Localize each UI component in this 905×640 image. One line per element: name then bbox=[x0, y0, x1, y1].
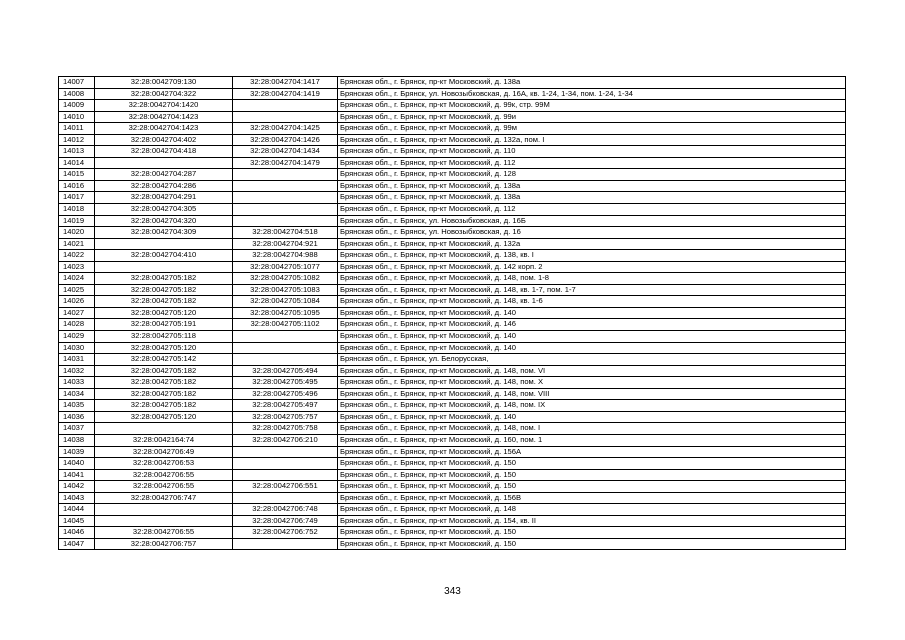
address-cell: Брянская обл., г. Брянск, пр-кт Московский, д. 148, пом. X bbox=[338, 377, 846, 389]
land-cadastral-cell: 32:28:0042704:1423 bbox=[95, 123, 233, 135]
address-cell: Брянская обл., г. Брянск, пр-кт Московский, д. 140 bbox=[338, 411, 846, 423]
row-number-cell: 14046 bbox=[59, 527, 95, 539]
row-number-cell: 14043 bbox=[59, 492, 95, 504]
land-cadastral-cell: 32:28:0042704:402 bbox=[95, 134, 233, 146]
land-cadastral-cell: 32:28:0042709:130 bbox=[95, 77, 233, 89]
table-row bbox=[59, 296, 846, 308]
building-cadastral-cell: 32:28:0042704:1417 bbox=[233, 77, 338, 89]
row-number-cell: 14024 bbox=[59, 273, 95, 285]
building-cadastral-cell: 32:28:0042704:1425 bbox=[233, 123, 338, 135]
row-number-cell: 14031 bbox=[59, 354, 95, 366]
land-cadastral-cell: 32:28:0042704:305 bbox=[95, 204, 233, 216]
land-cadastral-cell bbox=[95, 423, 233, 435]
building-cadastral-cell: 32:28:0042706:551 bbox=[233, 481, 338, 493]
address-cell: Брянская обл., г. Брянск, пр-кт Московский, д. 150 bbox=[338, 481, 846, 493]
row-number-cell: 14028 bbox=[59, 319, 95, 331]
row-number-cell: 14029 bbox=[59, 331, 95, 343]
land-cadastral-cell: 32:28:0042704:410 bbox=[95, 250, 233, 262]
table-row bbox=[59, 446, 846, 458]
table-row bbox=[59, 492, 846, 504]
row-number-cell: 14039 bbox=[59, 446, 95, 458]
land-cadastral-cell bbox=[95, 261, 233, 273]
land-cadastral-cell: 32:28:0042705:182 bbox=[95, 284, 233, 296]
row-number-cell: 14025 bbox=[59, 284, 95, 296]
land-cadastral-cell: 32:28:0042706:747 bbox=[95, 492, 233, 504]
row-number-cell: 14036 bbox=[59, 411, 95, 423]
building-cadastral-cell bbox=[233, 100, 338, 112]
land-cadastral-cell: 32:28:0042705:120 bbox=[95, 307, 233, 319]
land-cadastral-cell: 32:28:0042705:142 bbox=[95, 354, 233, 366]
table-row bbox=[59, 458, 846, 470]
row-number-cell: 14018 bbox=[59, 204, 95, 216]
table-row bbox=[59, 215, 846, 227]
table-row bbox=[59, 400, 846, 412]
table-row bbox=[59, 331, 846, 343]
table-row bbox=[59, 250, 846, 262]
address-cell: Брянская обл., г. Брянск, пр-кт Московский, д. 138, кв. I bbox=[338, 250, 846, 262]
address-cell: Брянская обл., г. Брянск, ул. Новозыбковская, д. 16Б bbox=[338, 215, 846, 227]
building-cadastral-cell bbox=[233, 180, 338, 192]
table-row bbox=[59, 411, 846, 423]
row-number-cell: 14014 bbox=[59, 157, 95, 169]
land-cadastral-cell: 32:28:0042705:182 bbox=[95, 273, 233, 285]
table-row bbox=[59, 88, 846, 100]
address-cell: Брянская обл., г. Брянск, пр-кт Московский, д. 148, пом. VIII bbox=[338, 388, 846, 400]
building-cadastral-cell: 32:28:0042705:496 bbox=[233, 388, 338, 400]
table-row bbox=[59, 284, 846, 296]
address-cell: Брянская обл., г. Брянск, пр-кт Московский, д. 154, кв. II bbox=[338, 515, 846, 527]
table-row bbox=[59, 527, 846, 539]
land-cadastral-cell: 32:28:0042164:74 bbox=[95, 434, 233, 446]
building-cadastral-cell: 32:28:0042706:752 bbox=[233, 527, 338, 539]
address-cell: Брянская обл., г. Брянск, пр-кт Московский, д. 150 bbox=[338, 527, 846, 539]
row-number-cell: 14009 bbox=[59, 100, 95, 112]
address-cell: Брянская обл., г. Брянск, ул. Белорусская, bbox=[338, 354, 846, 366]
land-cadastral-cell: 32:28:0042705:182 bbox=[95, 296, 233, 308]
address-cell: Брянская обл., г. Брянск, ул. Новозыбковская, д. 16 bbox=[338, 227, 846, 239]
land-cadastral-cell: 32:28:0042705:120 bbox=[95, 342, 233, 354]
table-row bbox=[59, 538, 846, 550]
table-body bbox=[59, 77, 846, 550]
building-cadastral-cell bbox=[233, 354, 338, 366]
address-cell: Брянская обл., г. Брянск, пр-кт Московский, д. 148, пом. VI bbox=[338, 365, 846, 377]
land-cadastral-cell: 32:28:0042705:191 bbox=[95, 319, 233, 331]
address-cell: Брянская обл., г. Брянск, пр-кт Московский, д. 142 корп. 2 bbox=[338, 261, 846, 273]
table-row bbox=[59, 365, 846, 377]
table-row bbox=[59, 354, 846, 366]
land-cadastral-cell: 32:28:0042704:309 bbox=[95, 227, 233, 239]
building-cadastral-cell: 32:28:0042704:1426 bbox=[233, 134, 338, 146]
row-number-cell: 14021 bbox=[59, 238, 95, 250]
building-cadastral-cell: 32:28:0042704:921 bbox=[233, 238, 338, 250]
land-cadastral-cell: 32:28:0042704:291 bbox=[95, 192, 233, 204]
row-number-cell: 14037 bbox=[59, 423, 95, 435]
land-cadastral-cell: 32:28:0042706:55 bbox=[95, 469, 233, 481]
table-row bbox=[59, 319, 846, 331]
land-cadastral-cell: 32:28:0042704:322 bbox=[95, 88, 233, 100]
address-cell: Брянская обл., г. Брянск, пр-кт Московский, д. 99и bbox=[338, 111, 846, 123]
land-cadastral-cell: 32:28:0042706:55 bbox=[95, 527, 233, 539]
land-cadastral-cell bbox=[95, 504, 233, 516]
row-number-cell: 14015 bbox=[59, 169, 95, 181]
address-cell: Брянская обл., г. Брянск, ул. Новозыбковская, д. 16А, кв. 1-24, 1-34, пом. 1-24, 1-34 bbox=[338, 88, 846, 100]
table-row bbox=[59, 504, 846, 516]
address-cell: Брянская обл., г. Брянск, пр-кт Московский, д. 140 bbox=[338, 331, 846, 343]
row-number-cell: 14026 bbox=[59, 296, 95, 308]
building-cadastral-cell: 32:28:0042705:1084 bbox=[233, 296, 338, 308]
table-row bbox=[59, 388, 846, 400]
row-number-cell: 14013 bbox=[59, 146, 95, 158]
building-cadastral-cell: 32:28:0042704:1479 bbox=[233, 157, 338, 169]
row-number-cell: 14022 bbox=[59, 250, 95, 262]
address-cell: Брянская обл., г. Брянск, пр-кт Московский, д. 138а bbox=[338, 77, 846, 89]
address-cell: Брянская обл., г. Брянск, пр-кт Московский, д. 148 bbox=[338, 504, 846, 516]
row-number-cell: 14044 bbox=[59, 504, 95, 516]
building-cadastral-cell bbox=[233, 215, 338, 227]
row-number-cell: 14030 bbox=[59, 342, 95, 354]
row-number-cell: 14045 bbox=[59, 515, 95, 527]
address-cell: Брянская обл., г. Брянск, пр-кт Московский, д. 148, кв. 1-6 bbox=[338, 296, 846, 308]
building-cadastral-cell bbox=[233, 331, 338, 343]
table-row bbox=[59, 342, 846, 354]
land-cadastral-cell: 32:28:0042704:286 bbox=[95, 180, 233, 192]
table-row bbox=[59, 100, 846, 112]
table-row bbox=[59, 377, 846, 389]
row-number-cell: 14047 bbox=[59, 538, 95, 550]
address-cell: Брянская обл., г. Брянск, пр-кт Московский, д. 140 bbox=[338, 342, 846, 354]
building-cadastral-cell bbox=[233, 111, 338, 123]
land-cadastral-cell bbox=[95, 157, 233, 169]
building-cadastral-cell: 32:28:0042706:210 bbox=[233, 434, 338, 446]
address-cell: Брянская обл., г. Брянск, пр-кт Московский, д. 132а bbox=[338, 238, 846, 250]
land-cadastral-cell: 32:28:0042704:418 bbox=[95, 146, 233, 158]
row-number-cell: 14012 bbox=[59, 134, 95, 146]
land-cadastral-cell bbox=[95, 238, 233, 250]
building-cadastral-cell: 32:28:0042706:748 bbox=[233, 504, 338, 516]
land-cadastral-cell: 32:28:0042704:287 bbox=[95, 169, 233, 181]
address-cell: Брянская обл., г. Брянск, пр-кт Московский, д. 140 bbox=[338, 307, 846, 319]
row-number-cell: 14040 bbox=[59, 458, 95, 470]
table-row bbox=[59, 180, 846, 192]
table-row bbox=[59, 261, 846, 273]
row-number-cell: 14016 bbox=[59, 180, 95, 192]
table-row bbox=[59, 273, 846, 285]
building-cadastral-cell: 32:28:0042704:988 bbox=[233, 250, 338, 262]
row-number-cell: 14035 bbox=[59, 400, 95, 412]
row-number-cell: 14010 bbox=[59, 111, 95, 123]
land-cadastral-cell: 32:28:0042704:320 bbox=[95, 215, 233, 227]
building-cadastral-cell bbox=[233, 469, 338, 481]
land-cadastral-cell: 32:28:0042705:182 bbox=[95, 400, 233, 412]
address-cell: Брянская обл., г. Брянск, пр-кт Московский, д. 112 bbox=[338, 157, 846, 169]
table-row bbox=[59, 515, 846, 527]
land-cadastral-cell: 32:28:0042704:1420 bbox=[95, 100, 233, 112]
row-number-cell: 14011 bbox=[59, 123, 95, 135]
building-cadastral-cell: 32:28:0042705:495 bbox=[233, 377, 338, 389]
land-cadastral-cell: 32:28:0042705:118 bbox=[95, 331, 233, 343]
address-cell: Брянская обл., г. Брянск, пр-кт Московский, д. 150 bbox=[338, 458, 846, 470]
address-cell: Брянская обл., г. Брянск, пр-кт Московский, д. 148, пом. IX bbox=[338, 400, 846, 412]
land-cadastral-cell: 32:28:0042705:182 bbox=[95, 365, 233, 377]
building-cadastral-cell: 32:28:0042705:1077 bbox=[233, 261, 338, 273]
table-row bbox=[59, 423, 846, 435]
row-number-cell: 14017 bbox=[59, 192, 95, 204]
row-number-cell: 14034 bbox=[59, 388, 95, 400]
address-cell: Брянская обл., г. Брянск, пр-кт Московский, д. 146 bbox=[338, 319, 846, 331]
address-cell: Брянская обл., г. Брянск, пр-кт Московский, д. 150 bbox=[338, 538, 846, 550]
address-cell: Брянская обл., г. Брянск, пр-кт Московский, д. 156А bbox=[338, 446, 846, 458]
building-cadastral-cell: 32:28:0042705:497 bbox=[233, 400, 338, 412]
address-cell: Брянская обл., г. Брянск, пр-кт Московский, д. 148, пом. I bbox=[338, 423, 846, 435]
row-number-cell: 14007 bbox=[59, 77, 95, 89]
address-cell: Брянская обл., г. Брянск, пр-кт Московский, д. 99к, стр. 99М bbox=[338, 100, 846, 112]
land-cadastral-cell: 32:28:0042705:120 bbox=[95, 411, 233, 423]
table-row bbox=[59, 123, 846, 135]
table-row bbox=[59, 434, 846, 446]
building-cadastral-cell: 32:28:0042705:1082 bbox=[233, 273, 338, 285]
row-number-cell: 14032 bbox=[59, 365, 95, 377]
address-cell: Брянская обл., г. Брянск, пр-кт Московский, д. 132а, пом. I bbox=[338, 134, 846, 146]
building-cadastral-cell bbox=[233, 538, 338, 550]
address-cell: Брянская обл., г. Брянск, пр-кт Московский, д. 150 bbox=[338, 469, 846, 481]
data-table bbox=[58, 76, 846, 550]
address-cell: Брянская обл., г. Брянск, пр-кт Московский, д. 128 bbox=[338, 169, 846, 181]
address-cell: Брянская обл., г. Брянск, пр-кт Московский, д. 99м bbox=[338, 123, 846, 135]
land-cadastral-cell: 32:28:0042704:1423 bbox=[95, 111, 233, 123]
row-number-cell: 14033 bbox=[59, 377, 95, 389]
building-cadastral-cell bbox=[233, 192, 338, 204]
table-row bbox=[59, 204, 846, 216]
row-number-cell: 14020 bbox=[59, 227, 95, 239]
table-row bbox=[59, 307, 846, 319]
row-number-cell: 14027 bbox=[59, 307, 95, 319]
building-cadastral-cell: 32:28:0042704:518 bbox=[233, 227, 338, 239]
table-row bbox=[59, 227, 846, 239]
building-cadastral-cell: 32:28:0042705:1102 bbox=[233, 319, 338, 331]
building-cadastral-cell bbox=[233, 204, 338, 216]
address-cell: Брянская обл., г. Брянск, пр-кт Московский, д. 160, пом. 1 bbox=[338, 434, 846, 446]
land-cadastral-cell: 32:28:0042706:53 bbox=[95, 458, 233, 470]
row-number-cell: 14019 bbox=[59, 215, 95, 227]
building-cadastral-cell: 32:28:0042705:494 bbox=[233, 365, 338, 377]
address-cell: Брянская обл., г. Брянск, пр-кт Московский, д. 112 bbox=[338, 204, 846, 216]
table-row bbox=[59, 192, 846, 204]
row-number-cell: 14008 bbox=[59, 88, 95, 100]
row-number-cell: 14038 bbox=[59, 434, 95, 446]
building-cadastral-cell: 32:28:0042704:1419 bbox=[233, 88, 338, 100]
address-cell: Брянская обл., г. Брянск, пр-кт Московский, д. 138а bbox=[338, 192, 846, 204]
building-cadastral-cell bbox=[233, 458, 338, 470]
building-cadastral-cell: 32:28:0042705:758 bbox=[233, 423, 338, 435]
building-cadastral-cell bbox=[233, 446, 338, 458]
land-cadastral-cell bbox=[95, 515, 233, 527]
row-number-cell: 14023 bbox=[59, 261, 95, 273]
row-number-cell: 14041 bbox=[59, 469, 95, 481]
land-cadastral-cell: 32:28:0042706:49 bbox=[95, 446, 233, 458]
land-cadastral-cell: 32:28:0042705:182 bbox=[95, 388, 233, 400]
land-cadastral-cell: 32:28:0042706:55 bbox=[95, 481, 233, 493]
address-cell: Брянская обл., г. Брянск, пр-кт Московский, д. 148, пом. 1-8 bbox=[338, 273, 846, 285]
table-row bbox=[59, 169, 846, 181]
building-cadastral-cell: 32:28:0042706:749 bbox=[233, 515, 338, 527]
table-row bbox=[59, 157, 846, 169]
land-cadastral-cell: 32:28:0042706:757 bbox=[95, 538, 233, 550]
land-cadastral-cell: 32:28:0042705:182 bbox=[95, 377, 233, 389]
building-cadastral-cell: 32:28:0042704:1434 bbox=[233, 146, 338, 158]
building-cadastral-cell: 32:28:0042705:757 bbox=[233, 411, 338, 423]
table-row bbox=[59, 146, 846, 158]
table-row bbox=[59, 111, 846, 123]
building-cadastral-cell bbox=[233, 169, 338, 181]
table-row bbox=[59, 481, 846, 493]
address-cell: Брянская обл., г. Брянск, пр-кт Московский, д. 138а bbox=[338, 180, 846, 192]
row-number-cell: 14042 bbox=[59, 481, 95, 493]
address-cell: Брянская обл., г. Брянск, пр-кт Московский, д. 148, кв. 1-7, пом. 1-7 bbox=[338, 284, 846, 296]
address-cell: Брянская обл., г. Брянск, пр-кт Московский, д. 110 bbox=[338, 146, 846, 158]
building-cadastral-cell bbox=[233, 492, 338, 504]
table-row bbox=[59, 77, 846, 89]
table-row bbox=[59, 238, 846, 250]
building-cadastral-cell bbox=[233, 342, 338, 354]
table-row bbox=[59, 469, 846, 481]
table-row bbox=[59, 134, 846, 146]
building-cadastral-cell: 32:28:0042705:1095 bbox=[233, 307, 338, 319]
building-cadastral-cell: 32:28:0042705:1083 bbox=[233, 284, 338, 296]
page-number: 343 bbox=[444, 586, 461, 597]
address-cell: Брянская обл., г. Брянск, пр-кт Московский, д. 156В bbox=[338, 492, 846, 504]
